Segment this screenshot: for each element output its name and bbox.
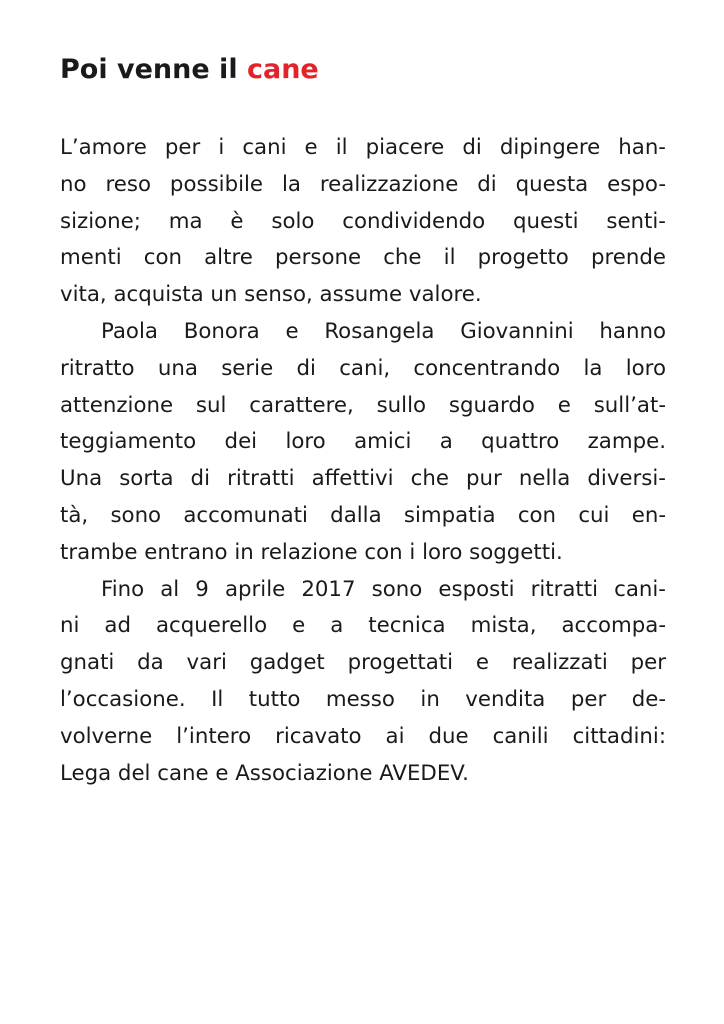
page-title — [60, 50, 319, 90]
text-line: Una sorta di ritratti affettivi che pur nella diversi- — [60, 466, 666, 492]
text-line: volverne l’intero ricavato ai due canili cittadini: — [60, 723, 666, 749]
text-line: teggiamento dei loro amici a quattro zampe. — [60, 429, 666, 455]
paragraph-3 — [60, 572, 666, 793]
paragraph-1 — [60, 130, 666, 314]
text-line: ritratto una serie di cani, concentrando la loro — [60, 355, 666, 381]
text-line: ni ad acquerello e a tecnica mista, accompa- — [60, 613, 666, 639]
paragraph-2 — [60, 314, 666, 572]
text-line: vita, acquista un senso, assume valore. — [60, 282, 482, 308]
text-line: menti con altre persone che il progetto prende — [60, 245, 666, 271]
text-line: Paola Bonora e Rosangela Giovannini hanno — [101, 318, 666, 344]
article-body — [60, 130, 666, 792]
title-accent-word: cane — [246, 54, 319, 85]
text-line: Lega del cane e Associazione AVEDEV. — [60, 760, 469, 786]
text-line: L’amore per i cani e il piacere di dipingere han- — [60, 135, 666, 160]
text-line: tà, sono accomunati dalla simpatia con cui en- — [60, 502, 666, 528]
text-line: attenzione sul carattere, sullo sguardo e sull’at- — [60, 392, 666, 418]
text-line: l’occasione. Il tutto messo in vendita per de- — [60, 686, 666, 712]
text-line: gnati da vari gadget progettati e realizzati per — [60, 650, 666, 676]
text-line: no reso possibile la realizzazione di questa espo- — [60, 171, 666, 197]
text-line: sizione; ma è solo condividendo questi senti- — [60, 208, 666, 234]
text-line: trambe entrano in relazione con i loro soggetti. — [60, 539, 563, 565]
text-line: Fino al 9 aprile 2017 sono esposti ritratti cani- — [101, 576, 666, 602]
title-prefix: Poi venne il — [60, 54, 247, 85]
